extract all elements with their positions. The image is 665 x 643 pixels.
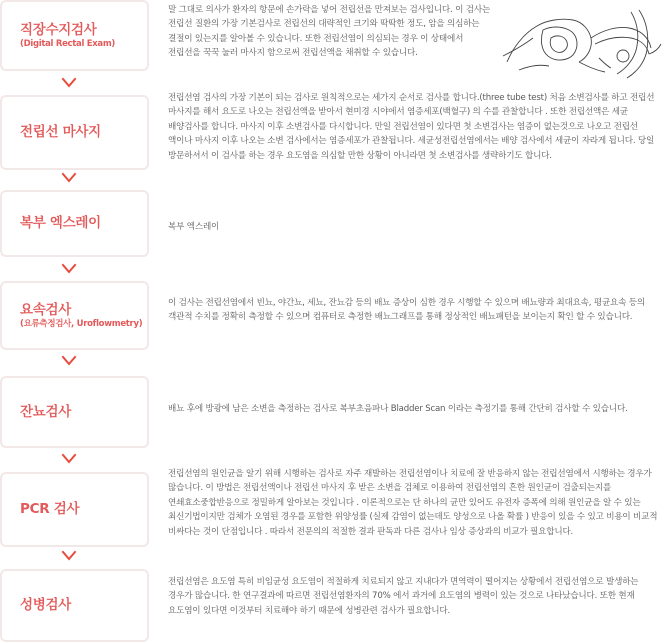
down-arrow-icon xyxy=(61,453,77,465)
step-box-pcr-test xyxy=(0,472,149,547)
step-description-residual-urine-test: 배뇨 후에 방광에 남은 소변을 측정하는 검사로 복부초음파나 Bladder Scan 이라는 측정기를 통해 간단히 검사할 수 있습니다. xyxy=(168,404,628,414)
prostate-anatomy-illustration xyxy=(499,0,665,80)
step-title: 요속검사 xyxy=(20,301,71,318)
step-description-abdominal-xray: 복부 엑스레이 xyxy=(168,222,220,232)
step-box-abdominal-xray xyxy=(0,190,149,257)
step-box-prostate-massage xyxy=(0,95,149,170)
down-arrow-icon xyxy=(61,172,77,184)
step-subtitle: (요류측정검사, Uroflowmetry) xyxy=(20,318,143,329)
step-box-digital-rectal-exam xyxy=(0,0,149,71)
step-description-std-test: 전립선염은 요도염 특히 비임균성 요도염이 적절하게 치료되지 않고 지내다가 면역력이 떨어지는 상황에서 전립선염으로 발생하는 경우가 많습니다. 한 연구결과에 따르면 전립선염환자의 70% 에서 과거에 요도염의 병력이 있는 것으로 나타났습니다. 또한 현재 요도염이 있다면 이것부터 치료해야 하기 때문에 성병관련 검사가 필요합니다. xyxy=(168,577,639,616)
step-description-pcr-test: 전립선염의 원인균을 알기 위해 시행하는 검사로 자주 재발하는 전립선염이나 치료에 잘 반응하지 않는 전립선염에서 시행하는 경우가 많습니다. 이 방법은 전립선액이나 전립선 마사지 후 받은 소변을 검체로 이용하여 전립선염의 흔한 원인균이 검출되는지를 연쇄효소중합반응으로 정밀하게 알아보는 것입니다 . 이론적으로는 단 하나의 균만 있어도 유전자 증폭에 의해 원인균을 알 수 있는 최신기법이지만 검체가 오염된 경우를 포함한 위양성률 (실제 감염이 없는데도 양성으로 나올 확률 ) 반응이 있을 수 있고 비용이 비교적 비싸다는 것이 단점입니다 . 따라서 전문의의 적절한 결과 판독과 다른 검사나 임상 증상과의 비교가 필요합니다. xyxy=(168,469,658,537)
step-box-residual-urine-test xyxy=(0,376,149,448)
step-description-digital-rectal-exam: 말 그대로 의사가 환자의 항문에 손가락을 넣어 전립선을 만져보는 검사입니다. 이 검사는 전립선 질환의 가장 기본검사로 전립선의 대략적인 크기와 딱딱한 정도, 암을 의심하는 결절이 있는지를 알아볼 수 있습니다. 또한 전립선염이 의심되는 경우 이 상태에서 전립선을 꾹꾹 눌러 마사지 함으로써 전립선액을 채취할 수 있습니다. xyxy=(168,5,491,59)
step-title: 복부 엑스레이 xyxy=(20,215,101,231)
down-arrow-icon xyxy=(61,263,77,275)
step-title: 성병검사 xyxy=(20,597,71,613)
step-title: 전립선 마사지 xyxy=(20,124,101,140)
step-subtitle: (Digital Rectal Exam) xyxy=(20,38,116,49)
down-arrow-icon xyxy=(61,355,77,367)
step-box-std-test xyxy=(0,569,149,642)
step-description-prostate-massage: 전립선염 검사의 가장 기본이 되는 검사로 원칙적으로는 세가지 순서로 검사를 합니다.(three tube test) 처음 소변검사를 하고 전립선 마사지를 해서 요도로 나오는 전립선액을 받아서 현미경 시야에서 염증세포(백혈구) 의 수를 관찰합니다 . 또한 전립선액은 세균 배양검사를 합니다. 마사지 이후 소변검사를 다시합니다. 만일 전립선염이 있다면 첫 소변검사는 염증이 없는것으로 나오고 전립선 액이나 마사지 이후 나오는 소변 검사에서는 염증세포가 관찰됩니다. 세균성전립선염에서는 배양 검사에서 세균이 자라게 됩니다. 당일 방문하셔서 이 검사를 하는 경우 요도염을 의심할 만한 상황이 아니라면 첫 소변검사를 생략하기도 합니다. xyxy=(168,93,655,161)
step-box-uroflowmetry xyxy=(0,281,149,350)
step-title: 잔뇨검사 xyxy=(20,403,71,420)
step-title: PCR 검사 xyxy=(20,501,80,517)
down-arrow-icon xyxy=(61,77,77,89)
down-arrow-icon xyxy=(61,550,77,562)
step-title: 직장수지검사 xyxy=(20,21,97,38)
step-description-uroflowmetry: 이 검사는 전립선염에서 빈뇨, 야간뇨, 세뇨, 잔뇨감 등의 배뇨 증상이 심한 경우 시행할 수 있으며 배뇨량과 최대요속, 평균요속 등의 객관적 수치를 정확히 측정할 수 있으며 컴퓨터로 측정한 배뇨그래프를 통해 정상적인 배뇨패턴을 보이는지 확인 할 수 있습니다. xyxy=(168,298,645,323)
